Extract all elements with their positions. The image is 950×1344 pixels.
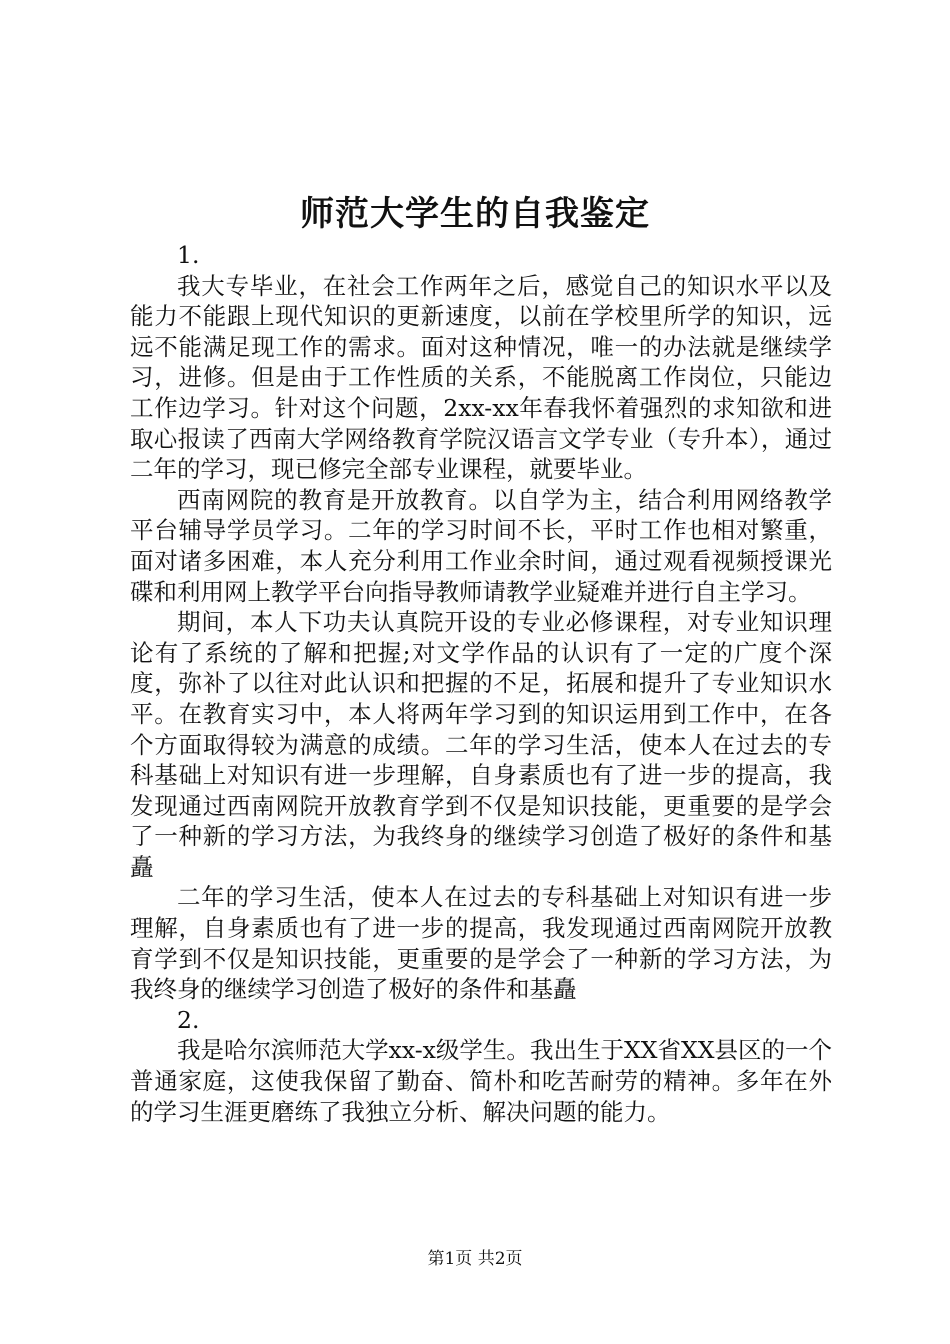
section-1-paragraph-1: 我大专毕业，在社会工作两年之后，感觉自己的知识水平以及能力不能跟上现代知识的更新速度，以前在学校里所学的知识，远远不能满足现工作的需求。面对这种情况，唯一的办法就是继续学习，进修。但是由于工作性质的关系，不能脱离工作岗位，只能边工作边学习。针对这个问题，2xx-xx年春我怀着强烈的求知欲和进取心报读了西南大学网络教育学院汉语言文学专业（专升本），通过二年的学习，现已修完全部专业课程，就要毕业。 — [130, 271, 832, 484]
section-2-marker: 2. — [177, 1005, 200, 1034]
page-footer: 第1页 共2页 — [427, 1249, 523, 1269]
document-body — [130, 240, 832, 1127]
section-1-marker: 1. — [177, 241, 200, 269]
section-1-paragraph-3: 期间，本人下功夫认真院开设的专业必修课程，对专业知识理论有了系统的了解和把握;对文学作品的认识有了一定的广度个深度，弥补了以往对此认识和把握的不足，拓展和提升了专业知识水平。在教育实习中，本人将两年学习到的知识运用到工作中，在各个方面取得较为满意的成绩。二年的学习生活，使本人在过去的专科基础上对知识有进一步理解，自身素质也有了进一步的提高，我发现通过西南网院开放教育学到不仅是知识技能，更重要的是学会了一种新的学习方法，为我终身的继续学习创造了极好的条件和基矗 — [130, 608, 832, 881]
section-1-paragraph-4: 二年的学习生活，使本人在过去的专科基础上对知识有进一步理解，自身素质也有了进一步的提高，我发现通过西南网院开放教育学到不仅是知识技能，更重要的是学会了一种新的学习方法，为我终身的继续学习创造了极好的条件和基矗 — [130, 883, 832, 1004]
section-2-paragraph-1: 我是哈尔滨师范大学xx-x级学生。我出生于XX省XX县区的一个普通家庭，这使我保留了勤奋、简朴和吃苦耐劳的精神。多年在外的学习生涯更磨练了我独立分析、解决问题的能力。 — [130, 1036, 832, 1126]
section-1-paragraph-2: 西南网院的教育是开放教育。以自学为主，结合利用网络教学平台辅导学员学习。二年的学习时间不长，平时工作也相对繁重，面对诸多困难，本人充分利用工作业余时间，通过观看视频授课光碟和利用网上教学平台向指导教师请教学业疑难并进行自主学习。 — [130, 485, 832, 606]
document-title: 师范大学生的自我鉴定 — [300, 194, 650, 234]
